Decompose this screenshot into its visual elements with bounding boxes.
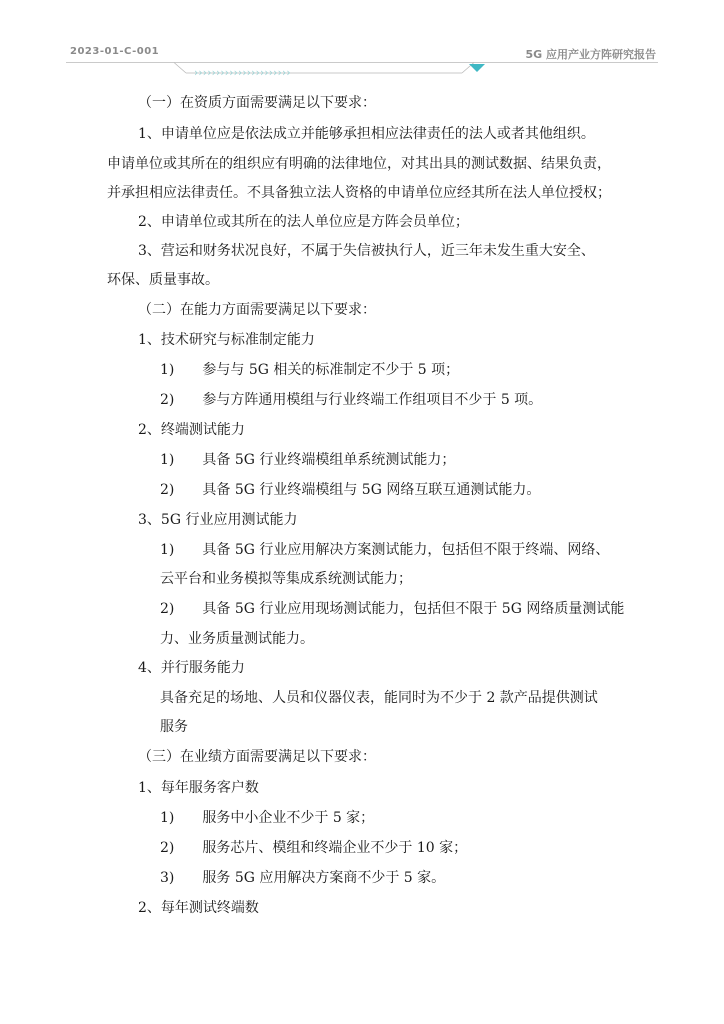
- header-triangle-icon: [469, 64, 485, 72]
- list-item: 2) 参与方阵通用模组与行业终端工作组项目不少于 5 项。: [160, 392, 543, 408]
- list-item: 2) 服务芯片、模组和终端企业不少于 10 家；: [160, 840, 468, 856]
- list-item: 1) 服务中小企业不少于 5 家；: [160, 810, 375, 826]
- document-code: 2023-01-C-001: [70, 46, 160, 57]
- header-decoration: [66, 62, 658, 78]
- list-item-continuation: 云平台和业务模拟等集成系统测试能力；: [160, 571, 412, 587]
- header-arrow-strip: ››››››››››››››››››››››: [194, 66, 291, 78]
- list-item: 1) 参与与 5G 相关的标准制定不少于 5 项；: [160, 362, 460, 378]
- list-item: 3) 服务 5G 应用解决方案商不少于 5 家。: [160, 870, 446, 886]
- text-line: 申请单位或其所在的组织应有明确的法律地位，对其出具的测试数据、结果负责，: [107, 156, 611, 172]
- section-heading-2: （二）在能力方面需要满足以下要求：: [138, 302, 376, 318]
- text-line: 1、每年服务客户数: [138, 780, 259, 796]
- list-item: 1) 具备 5G 行业终端模组单系统测试能力；: [160, 452, 456, 468]
- text-line: 1、申请单位应是依法成立并能够承担相应法律责任的法人或者其他组织。: [138, 126, 595, 142]
- report-title: 5G 应用产业方阵研究报告: [525, 48, 656, 61]
- text-line: 4、并行服务能力: [138, 660, 245, 676]
- list-item: 2) 具备 5G 行业应用现场测试能力，包括但不限于 5G 网络质量测试能: [160, 601, 625, 617]
- text-line: 2、每年测试终端数: [138, 900, 259, 916]
- text-line: 3、5G 行业应用测试能力: [138, 512, 298, 528]
- list-item: 2) 具备 5G 行业终端模组与 5G 网络互联互通测试能力。: [160, 482, 541, 498]
- list-item: 1) 具备 5G 行业应用解决方案测试能力，包括但不限于终端、网络、: [160, 542, 610, 558]
- text-line: 服务: [160, 719, 188, 735]
- text-line: 具备充足的场地、人员和仪器仪表，能同时为不少于 2 款产品提供测试: [160, 690, 598, 706]
- section-heading-3: （三）在业绩方面需要满足以下要求：: [138, 749, 376, 765]
- text-line: 3、营运和财务状况良好，不属于失信被执行人，近三年未发生重大安全、: [138, 243, 595, 259]
- text-line: 1、技术研究与标准制定能力: [138, 332, 315, 348]
- list-item-continuation: 力、业务质量测试能力。: [160, 631, 314, 647]
- text-line: 2、终端测试能力: [138, 422, 245, 438]
- text-line: 并承担相应法律责任。不具备独立法人资格的申请单位应经其所在法人单位授权；: [107, 185, 611, 201]
- text-line: 2、申请单位或其所在的法人单位应是方阵会员单位；: [138, 214, 469, 230]
- section-heading-1: （一）在资质方面需要满足以下要求：: [138, 95, 376, 111]
- text-line: 环保、质量事故。: [107, 272, 219, 288]
